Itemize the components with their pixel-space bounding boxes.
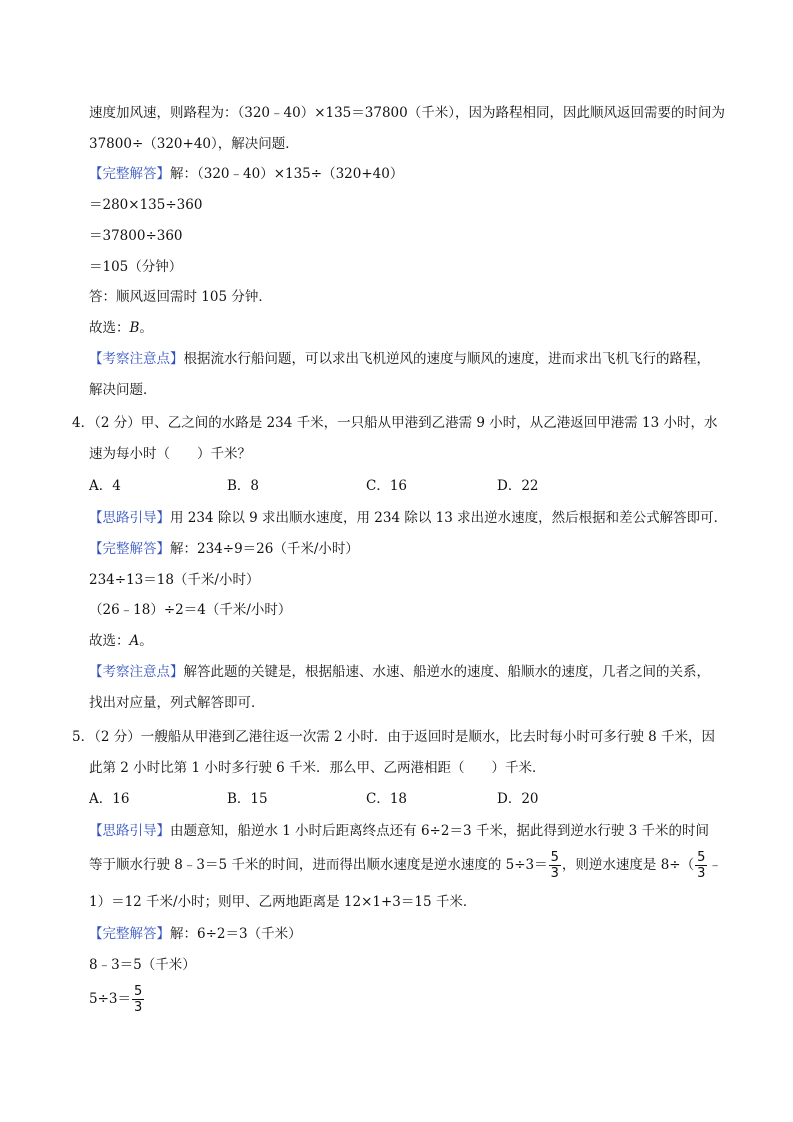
- fraction: $\frac{5}{3}$: [134, 984, 143, 1015]
- calc-line: ＝105（分钟）: [89, 259, 183, 275]
- note-line: [89, 663, 710, 681]
- hint-line: 1）＝12 千米/小时；则甲、乙两地距离是 12×1+3＝15 千米．: [89, 894, 477, 910]
- option-d: D．20: [497, 791, 539, 807]
- note-tag: 【考察注意点】: [89, 351, 184, 367]
- solution-text: 解：6÷2＝3（千米）: [170, 926, 302, 942]
- note-line: 找出对应量，列式解答即可．: [89, 695, 265, 711]
- text-line: 37800÷（320+40），解决问题．: [89, 136, 299, 152]
- calc-line: （26﹣18）÷2＝4（千米/小时）: [89, 602, 292, 618]
- question-5-stem: 5．（2 分）一艘船从甲港到乙港往返一次需 2 小时．由于返回时是顺水，比去时每小时可多行驶 8 千米，因: [72, 729, 716, 745]
- option-c: C．16: [366, 478, 408, 494]
- option-d: D．22: [497, 478, 539, 494]
- answer-letter: A: [129, 633, 140, 649]
- calc-line: ＝37800÷360: [89, 228, 183, 244]
- note-line: [89, 350, 710, 368]
- solution-line: [89, 540, 359, 558]
- option-a: A．16: [89, 791, 130, 807]
- question-5-stem: 此第 2 小时比第 1 小时多行驶 6 千米．那么甲、乙两港相距（ ）千米．: [89, 760, 546, 776]
- solution-text: 解：（320﹣40）×135÷（320+40）: [170, 166, 404, 182]
- calc-line-with-fraction: 5÷3＝ $\frac{5}{3}$: [89, 984, 143, 1015]
- solution-text: 解：234÷9＝26（千米/小时）: [170, 541, 359, 557]
- option-c: C．18: [366, 791, 408, 807]
- solution-tag: 【完整解答】: [89, 541, 170, 557]
- hint-line-with-fractions: 等于顺水行驶 8﹣3＝5 千米的时间，进而得出顺水速度是逆水速度的 5÷3＝ $\frac{5}{3}$ ，则逆水速度是 8÷（ $\frac{5}{3}$ ﹣: [89, 850, 722, 881]
- note-tag: 【考察注意点】: [89, 664, 184, 680]
- fraction: $\frac{5}{3}$: [550, 850, 559, 881]
- hint-text: 由题意知，船逆水 1 小时后距离终点还有 6÷2＝3 千米，据此得到逆水行驶 3 千米的时间: [170, 823, 710, 839]
- text-line: 速度加风速，则路程为：（320﹣40）×135＝37800（千米），因为路程相同，因此顺风返回需要的时间为: [89, 105, 725, 121]
- answer-letter: B: [129, 320, 140, 336]
- answer-line: 答：顺风返回需时 105 分钟．: [89, 289, 272, 305]
- option-b: B．8: [227, 478, 260, 494]
- hint-tag: 【思路引导】: [89, 510, 170, 526]
- solution-tag: 【完整解答】: [89, 926, 170, 942]
- solution-line: [89, 925, 302, 943]
- option-a: A．4: [89, 478, 121, 494]
- calc-line: 8﹣3＝5（千米）: [89, 957, 196, 973]
- calc-line: ＝280×135÷360: [89, 197, 203, 213]
- solution-tag: 【完整解答】: [89, 166, 170, 182]
- fraction: $\frac{5}{3}$: [697, 850, 706, 881]
- choice-line: 故选：B。: [89, 320, 153, 336]
- question-4-stem: 4．（2 分）甲、乙之间的水路是 234 千米，一只船从甲港到乙港需 9 小时，从乙港返回甲港需 13 小时，水: [72, 415, 718, 431]
- note-text: 解答此题的关键是，根据船速、水速、船逆水的速度、船顺水的速度，几者之间的关系，: [183, 664, 710, 680]
- calc-line: 234÷13＝18（千米/小时）: [89, 572, 260, 588]
- question-4-stem: 速为每小时（ ）千米？: [89, 446, 251, 462]
- hint-line: [89, 509, 727, 527]
- note-line: 解决问题．: [89, 382, 157, 398]
- hint-text: 用 234 除以 9 求出顺水速度，用 234 除以 13 求出逆水速度，然后根据和差公式解答即可．: [170, 510, 728, 526]
- choice-line: 故选：A。: [89, 633, 153, 649]
- note-text: 根据流水行船问题，可以求出飞机逆风的速度与顺风的速度，进而求出飞机飞行的路程，: [183, 351, 710, 367]
- solution-line: [89, 165, 403, 183]
- option-b: B．15: [227, 791, 268, 807]
- hint-line: [89, 822, 709, 840]
- hint-tag: 【思路引导】: [89, 823, 170, 839]
